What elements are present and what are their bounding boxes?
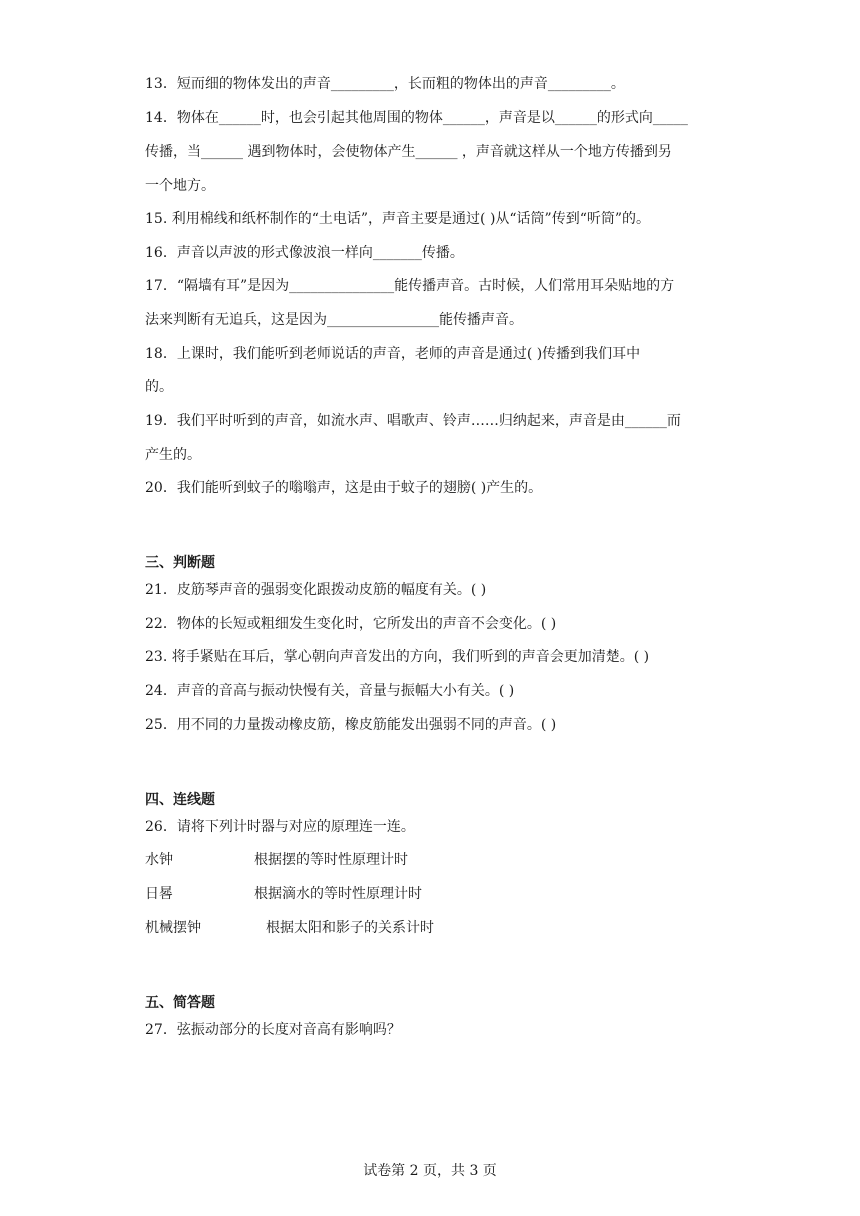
question-14-line2: 传播，当______ 遇到物体时，会使物体产生______ ，声音就这样从一个地方传播到另 [145, 144, 672, 160]
question-19-line1: 19．我们平时听到的声音，如流水声、唱歌声、铃声……归纳起来，声音是由______而 [145, 413, 681, 429]
question-16: 16．声音以声波的形式像波浪一样向_______传播。 [145, 245, 464, 261]
question-19-line2: 产生的。 [145, 447, 201, 463]
question-18-line2: 的。 [145, 379, 173, 395]
question-20: 20．我们能听到蚊子的嗡嗡声，这是由于蚊子的翅膀( )产生的。 [145, 480, 543, 496]
page-footer: 试卷第 2 页，共 3 页 [363, 1163, 497, 1179]
question-22: 22．物体的长短或粗细发生变化时，它所发出的声音不会变化。( ) [145, 616, 557, 632]
question-18-line1: 18．上课时，我们能听到老师说话的声音，老师的声音是通过( )传播到我们耳中 [145, 346, 641, 362]
question-23: 23. 将手紧贴在耳后，掌心朝向声音发出的方向，我们听到的声音会更加清楚。( ) [145, 649, 650, 665]
question-17-line2: 法来判断有无追兵，这是因为________________能传播声音。 [145, 312, 523, 328]
matching-left-item: 水钟 [145, 852, 173, 868]
question-26: 26．请将下列计时器与对应的原理连一连。 [145, 819, 415, 835]
question-14-line3: 一个地方。 [145, 178, 215, 194]
question-17-line1: 17．“隔墙有耳”是因为_______________能传播声音。古时候，人们常用耳朵贴地的方 [145, 278, 675, 294]
matching-left-item: 日晷 [145, 886, 173, 902]
question-13: 13．短而细的物体发出的声音_________，长而粗的物体出的声音_________。 [145, 76, 625, 92]
matching-right-item: 根据太阳和影子的关系计时 [266, 920, 434, 936]
matching-right-item: 根据摆的等时性原理计时 [254, 852, 408, 868]
section-heading-matching: 四、连线题 [145, 792, 215, 808]
question-14-line1: 14．物体在______时，也会引起其他周围的物体______，声音是以______的形式向_____ [145, 110, 688, 126]
question-25: 25．用不同的力量拨动橡皮筋，橡皮筋能发出强弱不同的声音。( ) [145, 717, 557, 733]
matching-right-item: 根据滴水的等时性原理计时 [254, 886, 422, 902]
question-21: 21．皮筋琴声音的强弱变化跟拨动皮筋的幅度有关。( ) [145, 582, 487, 598]
question-27: 27．弦振动部分的长度对音高有影响吗？ [145, 1022, 401, 1038]
matching-left-item: 机械摆钟 [145, 920, 201, 936]
section-heading-judgement: 三、判断题 [145, 555, 215, 571]
question-15: 15. 利用棉线和纸杯制作的“土电话”，声音主要是通过( )从“话筒”传到“听筒”的。 [145, 211, 651, 227]
question-24: 24．声音的音高与振动快慢有关，音量与振幅大小有关。( ) [145, 683, 515, 699]
section-heading-short-answer: 五、简答题 [145, 995, 215, 1011]
